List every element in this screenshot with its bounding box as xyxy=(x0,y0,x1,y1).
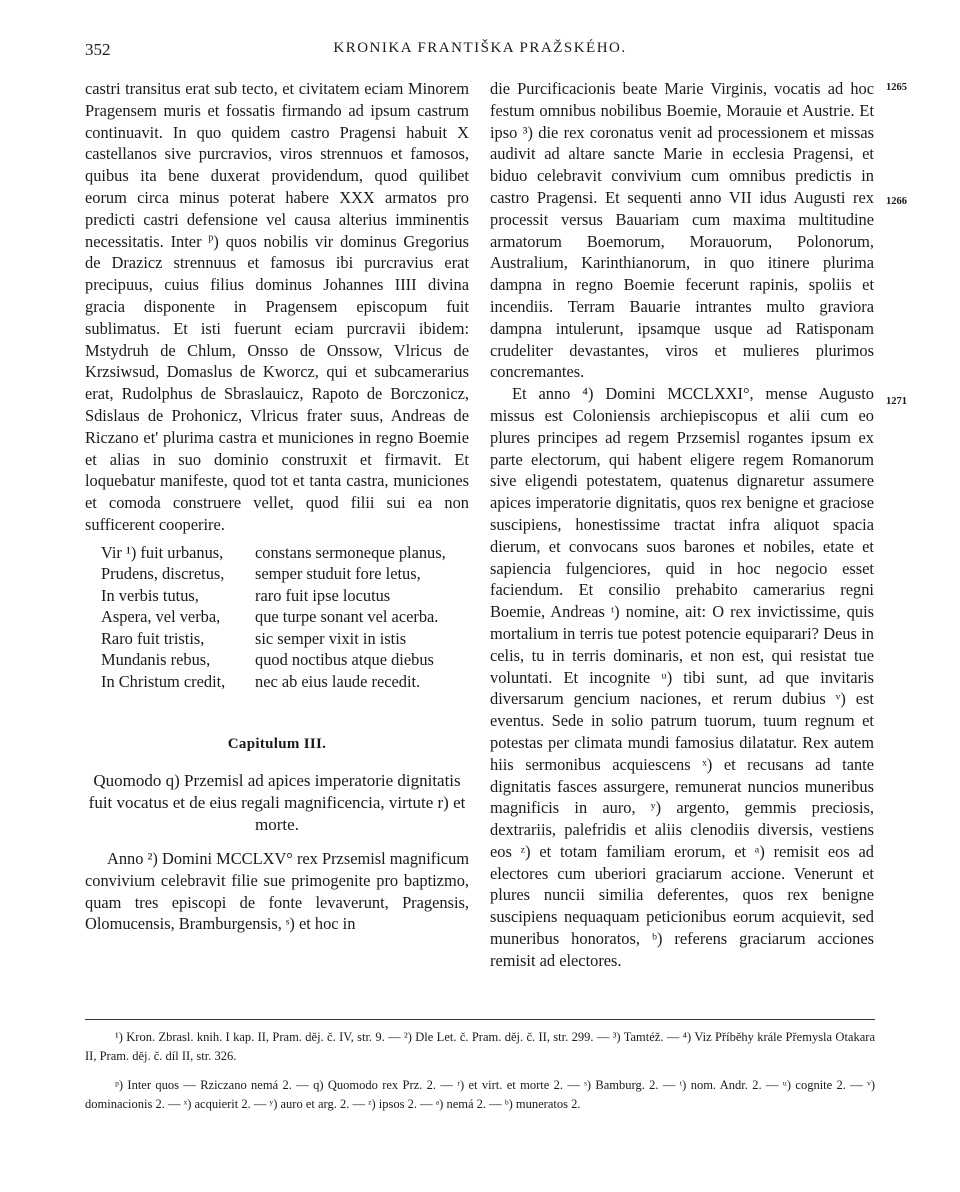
poem-line xyxy=(101,628,469,650)
poem xyxy=(101,542,469,693)
poem-line xyxy=(101,649,469,671)
footnotes-sources xyxy=(85,1028,875,1066)
body-paragraph: Et anno ⁴) Domini MCCLXXI°, mense Augusto missus est Coloniensis archiepiscopus et alii cum eo plures principes ad regem Przsemisl rogantes ipsum ex parte electorum, qui habent eligere regem Romanorum sive eligendi potestatem, quatenus dignaretur assumere apices imperatorie dignitatis, quos rex benigne et graciose suscipiens, honestissime tractat infra aliquot spacia dierum, et convocans suos barones et nobiles, etate et sapiencia fulgenciores, quid in hoc negocio esset faciendum. Et consilio prehabito camerarius regni Boemie, Andreas ᵗ) nomine, ait: O rex invictissime, quis mortalium in terris tue potest potencie equiparari? Deus in celis, tu in terris dominaris, et non est, qui resistat tue voluntati. Et incognite ᵘ) tibi sunt, ad que invitaris diversarum gencium naciones, et rerum dubius ᵛ) est eventus. Sede in solio patrum tuorum, tuum regnum et potestas per climata mundi famosius dilatatur. Rex autem hiis sermonibus acquiescens ˣ) et recusans ad tante dignitatis fasces assurgere, remunerat nuncios muneribus magnificis in auro, ʸ) argento, gemmis preciosis, dextrariis, palefridis et aliis clenodiis diversis, vestiens eos ᶻ) et totam familiam erorum, et ᵃ) remisit eos ad electores cum uberiori graciarum accione. Venerunt et plures nuncii similia deferentes, quos rex benigne suscipiens nequaquam peticionibus eorum acquievit, sed muneribus honoratos, ᵇ) referens graciarum acciones remisit ad electores. xyxy=(490,384,874,970)
paragraph-text: quos nobilis vir dominus Gregorius de Drazicz strennuus et famosus ibi purcravius erat precipuus, cuius filius dominus Johannes IIII divina gracia disponente in Pragensem episcopum fuit sublimatus. Et isti fuerunt eciam purcravii ibidem: Mstydruh de Chlum, Onsso de Onssow, Vlricus de Krzsiwsud, Domaslus de Kworcz, qui et subcamerarius erat, Rudolphus de Sbraslauicz, Rapoto de Borczonicz, Sdislaus de Prohonicz, Vlricus frater suus, Andreas de Riczano et' plurima castra et municiones in regno Boemie et alias in suo dominio construxit et firmavit. Et loquebatur manifeste, quod tot et tanta castra, municiones et comoda construere vellet, quod filii sui ea non sufficerent cooperire. xyxy=(85,231,469,534)
poem-line xyxy=(101,563,469,585)
body-paragraph: castri transitus erat sub tecto, et civitatem eciam Minorem Pragensem muris et fossatis firmando ad ipsum castrum continuavit. In quo quidem castro Pragensi habuit X castellanos sive purcravios, viros strennuos et famosos, quibus ita bene duxerat providendum, quod quilibet eorum circa minus poterat habere XXX armatos pro predicti castri defensione vel causa alterius imminentis necessitatis. Inter $^p$) quos nobilis vir dominus Gregorius de Drazicz strennuus et famosus ibi purcravius erat precipuus, cuius filius dominus Johannes IIII divina gracia disponente in Pragensem episcopum fuit sublimatus. Et isti fuerunt eciam purcravii ibidem: Mstydruh de Chlum, Onsso de Onssow, Vlricus de Krzsiwsud, Domaslus de Kworcz, qui et subcamerarius erat, Rudolphus de Sbraslauicz, Rapoto de Borczonicz, Sdislaus de Prohonicz, Vlricus frater suus, Andreas de Riczano et' plurima castra et municiones in regno Boemie et alias in suo dominio construxit et firmavit. Et loquebatur manifeste, quod tot et tanta castra, municiones et comoda construere vellet, quod filii sui ea non sufficerent cooperire. xyxy=(85,79,469,534)
margin-year: 1271 xyxy=(886,396,907,407)
margin-year: 1266 xyxy=(886,196,907,207)
poem-line xyxy=(101,606,469,628)
running-head: KRONIKA FRANTIŠKA PRAŽSKÉHO. xyxy=(333,40,627,56)
poem-hemistich: constans sermoneque planus, xyxy=(255,542,446,562)
left-column xyxy=(85,78,469,935)
footnote-mark: p xyxy=(208,232,214,244)
poem-hemistich: nec ab eius laude recedit. xyxy=(255,671,421,691)
right-column xyxy=(490,78,874,972)
poem-hemistich: semper studuit fore letus, xyxy=(255,564,421,584)
paragraph-text: castri transitus erat sub tecto, et civitatem eciam Minorem Pragensem muris et fossatis firmando ad ipsum castrum continuavit. In quo quidem castro Pragensi habuit X castellanos sive purcravios, viros strennuos et famosos, quibus ita bene duxerat providendum, quod quilibet eorum circa minus poterat habere XXX armatos pro predicti castri defensione vel causa alterius imminentis necessitatis. Inter xyxy=(85,79,469,251)
poem-line xyxy=(101,585,469,607)
poem-hemistich: quod noctibus atque diebus xyxy=(255,650,434,670)
margin-year: 1265 xyxy=(886,82,907,93)
poem-hemistich: sic semper vixit in istis xyxy=(255,628,407,648)
chapter-heading: Capitulum III. xyxy=(227,736,327,753)
poem-hemistich: In Christum credit, xyxy=(101,671,226,691)
poem-hemistich: Vir ¹) fuit urbanus, xyxy=(101,542,224,562)
page-number: 352 xyxy=(85,40,111,59)
poem-hemistich: In verbis tutus, xyxy=(101,585,199,605)
poem-line xyxy=(101,542,469,564)
poem-hemistich: raro fuit ipse locutus xyxy=(255,585,391,605)
poem-hemistich: Raro fuit tristis, xyxy=(101,628,205,648)
poem-line xyxy=(101,671,469,693)
chapter-subtitle: Quomodo q) Przemisl ad apices imperatorie dignitatis fuit vocatus et de eius regali magnificencia, virtute r) et morte. xyxy=(88,771,466,835)
poem-hemistich: que turpe sonant vel acerba. xyxy=(255,607,439,627)
footnote-rule xyxy=(85,1019,875,1020)
body-paragraph: Anno ²) Domini MCCLXV° rex Przsemisl magnificum convivium celebravit filie sue primogenite pro baptizmo, quam tres episcopi de fonte levaverunt, Pragensis, Olomucensis, Bramburgensis, ˢ) et hoc in xyxy=(85,849,470,934)
footnote-text: ᵖ) Inter quos — Rziczano nemá 2. — q) Quomodo rex Prz. 2. — ʳ) et virt. et morte 2. — ˢ) Bamburg. 2. — ᵗ) nom. Andr. 2. — ᵘ) cognite 2. — ᵛ) dominacionis 2. — ˣ) acquierit 2. — ʸ) auro et arg. 2. — ᶻ) ipsos 2. — ᵃ) nemá 2. — ᵇ) muneratos 2. xyxy=(85,1078,875,1111)
footnotes-variants xyxy=(85,1076,875,1114)
poem-hemistich: Mundanis rebus, xyxy=(101,650,211,670)
body-paragraph: die Purcificacionis beate Marie Virginis, vocatis ad hoc festum omnibus nobilibus Boemie, Morauie et Austrie. Et ipso ³) die rex coronatus venit ad processionem et missas audivit ad altare sancte Marie in ecclesia Pragensi, et biduo celebravit convivium cum omnibus predictis in castro Pragensi. Et sequenti anno VII idus Augusti rex processit versus Bauariam cum maxima multitudine armatorum Boemorum, Morauorum, Polonorum, Australium, Karinthianorum, in quo itinere plurima dampna in regno Boemie fecerunt rapinis, spoliis et incendiis. Terram Bauarie intrantes multo graviora dampna intulerunt, ipsamque usque ad Ratisponam crudeliter devastantes, viros et mulieres plurimos concremantes. xyxy=(490,79,874,382)
poem-hemistich: Prudens, discretus, xyxy=(101,564,225,584)
footnote-text: ¹) Kron. Zbrasl. knih. I kap. II, Pram. děj. č. IV, str. 9. — ²) Dle Let. č. Pram. děj. č. II, str. 299. — ³) Tamtéž. — ⁴) Viz Příběhy krále Přemysla Otakara II, Pram. děj. č. díl II, str. 326. xyxy=(85,1030,875,1063)
poem-hemistich: Aspera, vel verba, xyxy=(101,607,221,627)
